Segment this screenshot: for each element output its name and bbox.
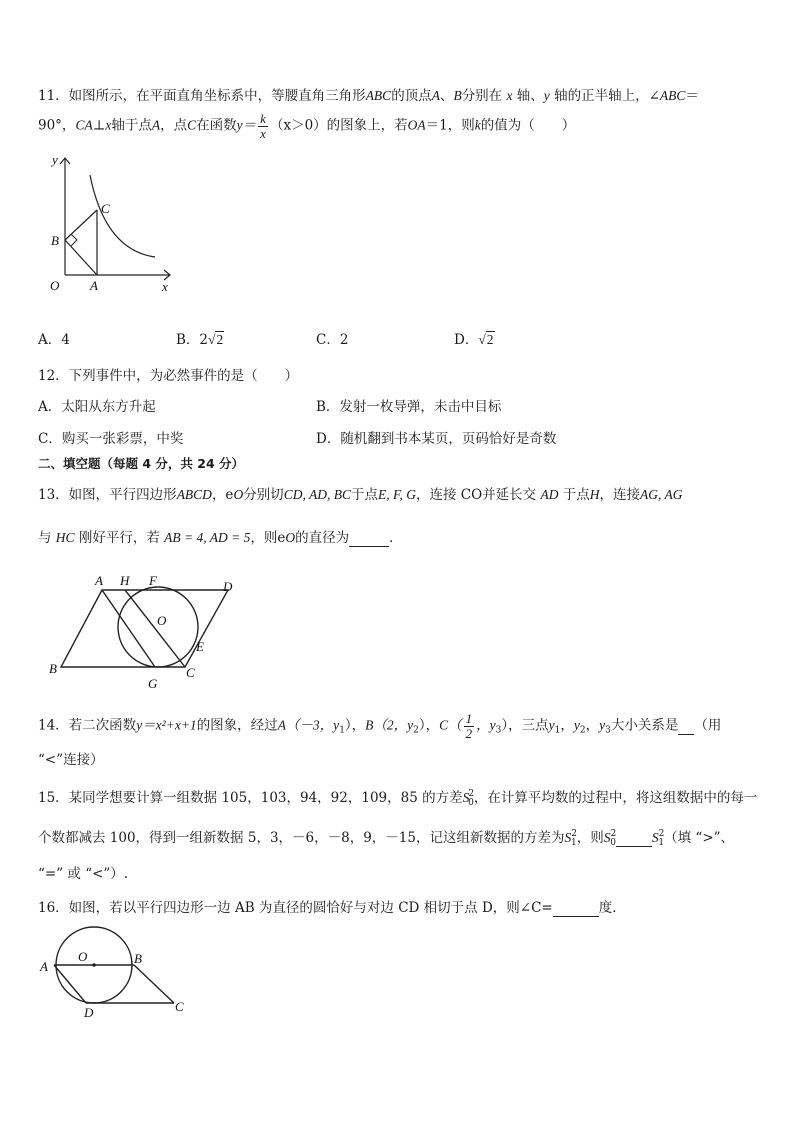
subscript: 2 [413, 725, 419, 736]
q11-option-a [38, 328, 70, 348]
q14-text: 的图象，经过 [196, 717, 278, 734]
q13-text: 分别切 [243, 487, 284, 503]
q12-option-d: D．随机翻到书本某页，页码恰好是奇数 [316, 431, 557, 447]
q11-math: ABC [365, 88, 392, 103]
q11-text: 轴的正半轴上，∠ [554, 88, 660, 104]
q11-fig-y: y [52, 152, 58, 167]
q11-text: 11．如图所示，在平面直角坐标系中，等腰直角三角形 [38, 88, 366, 104]
variance-scripts: $^2_0$ [468, 789, 475, 808]
q13-figure [45, 570, 245, 695]
q11-text: ＝1，则 [425, 117, 475, 134]
q15-text: （填 “>”、 [664, 830, 735, 846]
q13-line1 [38, 483, 683, 503]
q14-line1: 14．若二次函数y＝x²+x+1的图象，经过A（－3，$y_1$），B（2，$y_2$），C（ $\frac{1}{2}$ ，$y_3$），三点$y_1$，$y_2$，$y_3$大小关系是 （用 [38, 711, 722, 741]
q13-text: ． [389, 530, 403, 546]
q16-figure [36, 925, 196, 1020]
q16-fig-d: D [84, 1005, 94, 1020]
q13-text: ，则e [250, 530, 286, 546]
section-fill-in-title: 二、填空题（每题 4 分，共 24 分） [38, 456, 245, 471]
q13-fig-b: B [49, 661, 57, 676]
q11-math: C [187, 117, 197, 133]
q13-text: 刚好平行，若 [78, 530, 160, 546]
q14-text: （用 [694, 717, 722, 734]
q11-fig-o: O [50, 278, 60, 293]
q11-text: 90°， [38, 117, 76, 134]
q16-fig-b: B [134, 951, 142, 966]
q14-math: ，y [476, 717, 496, 733]
q11-text: 的顶点 [391, 88, 432, 104]
q14-math: B（2，y [365, 717, 414, 733]
q13-fig-h: H [120, 573, 130, 588]
q15-line2 [38, 826, 734, 848]
q13-text: 13．如图，平行四边形 [38, 487, 177, 503]
q11-text: （x＞0） [269, 117, 327, 134]
q12-stem: 12．下列事件中，为必然事件的是（ ） [38, 368, 299, 384]
answer-blank[interactable] [616, 830, 652, 847]
q11-line2 [38, 112, 575, 140]
q11-text: 、 [439, 88, 454, 104]
q11-option-b [176, 328, 224, 348]
q13-fig-g: G [148, 676, 158, 691]
q13-text: ，连接 CO并延长交 [415, 487, 537, 503]
q11-text: 轴、 [516, 88, 544, 104]
q11-figure [30, 150, 180, 300]
variance-scripts: $^2_0$ [610, 829, 617, 848]
q15-math: S [603, 830, 611, 845]
q13-fig-f: F [149, 573, 157, 588]
q11-fig-c: C [101, 201, 110, 216]
q11-math: x [506, 88, 513, 103]
q11-math: k [474, 117, 481, 133]
q16-fig-a: A [40, 959, 48, 974]
q14-text: 大小关系是 [610, 717, 679, 734]
q13-text: 的直径为 [295, 530, 350, 546]
q14-math: y＝x²+x+1 [136, 717, 197, 733]
subscript: 2 [579, 725, 586, 736]
option-label: C．2 [316, 332, 349, 348]
q11-math: CA [75, 117, 93, 133]
q11-text: ，点 [160, 117, 188, 134]
q11-math: y [543, 88, 550, 103]
q13-fig-d: D [223, 579, 233, 594]
option-label: A．4 [38, 332, 70, 348]
q11-math: OA [407, 117, 426, 133]
q16-fig-c: C [175, 999, 184, 1014]
sqrt-radicand: 2 [486, 332, 494, 347]
q15-text: 个数都减去 100，得到一组新数据 5，3，－6，－8，9，－15，记这组新数据的方差为 [38, 830, 565, 846]
sqrt-symbol: √2 [208, 332, 224, 347]
q16-fig-o: O [78, 949, 88, 964]
fraction-denominator: x [260, 125, 266, 141]
q13-math: CD, AD, BC [283, 487, 351, 502]
q14-math: y [599, 717, 606, 733]
subscript: 1 [339, 725, 345, 736]
q11-math: A [431, 88, 440, 103]
q11-text: 分别在 [461, 88, 503, 104]
q13-text: ，连接 [599, 487, 641, 503]
q11-option-d [454, 328, 495, 348]
sqrt-radicand: 2 [216, 332, 224, 347]
q13-math: AB = 4, AD = 5 [164, 530, 251, 545]
subscript: 1 [554, 725, 561, 736]
q11-math: A [151, 117, 161, 133]
q16-line [38, 896, 626, 917]
q14-text: 14．若二次函数 [38, 717, 137, 734]
subscript: 3 [605, 725, 611, 736]
q13-text: 于点 [350, 487, 378, 503]
sqrt-symbol: √2 [478, 332, 494, 347]
q13-text: 与 [38, 530, 52, 546]
q11-text: ＝ [685, 88, 699, 104]
q11-math: x [105, 117, 112, 133]
q14-text: ）， [418, 717, 440, 734]
q13-fig-e: E [196, 639, 204, 654]
q11-math: y＝ [236, 117, 257, 133]
q14-line2: “<”连接） [38, 752, 104, 768]
q15-math: S [564, 830, 572, 845]
option-label: B．2 [176, 332, 209, 348]
fraction-denominator: 2 [465, 725, 473, 741]
fraction-numerator: 1 [465, 711, 473, 726]
q14-fraction [464, 712, 475, 740]
q13-math: AD [540, 487, 559, 502]
q12-option-a: A．太阳从东方升起 [38, 399, 156, 415]
q11-fig-x: x [162, 279, 168, 294]
q13-math: H [589, 487, 600, 502]
q13-math: AG, AG [640, 487, 683, 502]
q11-fig-b: B [51, 233, 59, 248]
q15-text: ，则 [576, 830, 604, 846]
q15-math: S [462, 790, 470, 805]
q11-fig-a: A [90, 278, 98, 293]
q11-fraction [258, 112, 268, 140]
q11-math: B [453, 88, 462, 103]
q11-text: 的值为（ ） [480, 117, 576, 134]
q13-math: O [233, 487, 244, 502]
q15-text: ，在计算平均数的过程中，将这组数据中的每一 [473, 790, 758, 806]
q14-text: ）， [344, 717, 366, 734]
q12-option-c: C．购买一张彩票，中奖 [38, 431, 184, 447]
q13-math: E, F, G [377, 487, 416, 502]
q12-option-b: B．发射一枚导弹，未击中目标 [316, 399, 502, 415]
answer-blank[interactable] [553, 900, 599, 917]
subscript: 3 [495, 725, 502, 736]
variance-scripts: $^2_1$ [570, 829, 577, 848]
q13-fig-c: C [186, 665, 195, 680]
q11-text: 的图象上，若 [326, 117, 408, 134]
q15-line3: “=” 或 “<”）. [38, 866, 129, 882]
q13-math: O [285, 530, 296, 545]
answer-blank[interactable] [349, 530, 389, 547]
q15-math: S [651, 830, 659, 845]
q11-text: ⊥ [92, 117, 106, 134]
q14-math: A（－3，y [277, 717, 340, 733]
q11-text: 在函数 [196, 117, 237, 134]
q11-math: ABC [659, 88, 686, 103]
q11-option-c [316, 328, 348, 348]
q15-text: 15．某同学想要计算一组数据 105，103，94，92，109，85 的方差 [38, 790, 463, 806]
answer-blank[interactable] [678, 718, 694, 735]
q16-text: 16．如图，若以平行四边形一边 AB 为直径的圆恰好与对边 CD 相切于点 D，则∠C= [38, 900, 553, 916]
q14-math: y [573, 717, 580, 733]
q13-math: ABCD [176, 487, 212, 502]
q13-fig-a: A [95, 573, 103, 588]
option-label: D． [454, 332, 479, 348]
q14-math: y [548, 717, 555, 733]
variance-scripts: $^2_1$ [658, 829, 665, 848]
q16-text: 度． [598, 900, 626, 916]
fraction-numerator: k [260, 111, 266, 126]
q14-text: ），三点 [501, 717, 549, 734]
q11-line1 [38, 84, 699, 104]
q13-line2 [38, 526, 403, 547]
q13-fig-o: O [157, 613, 167, 628]
q14-math: C（ [439, 717, 462, 733]
q11-text: 轴于点 [111, 117, 152, 134]
q13-math: HC [55, 530, 75, 545]
q15-line1 [38, 786, 757, 808]
q13-text: ，e [211, 487, 234, 503]
q13-text: 于点 [562, 487, 590, 503]
